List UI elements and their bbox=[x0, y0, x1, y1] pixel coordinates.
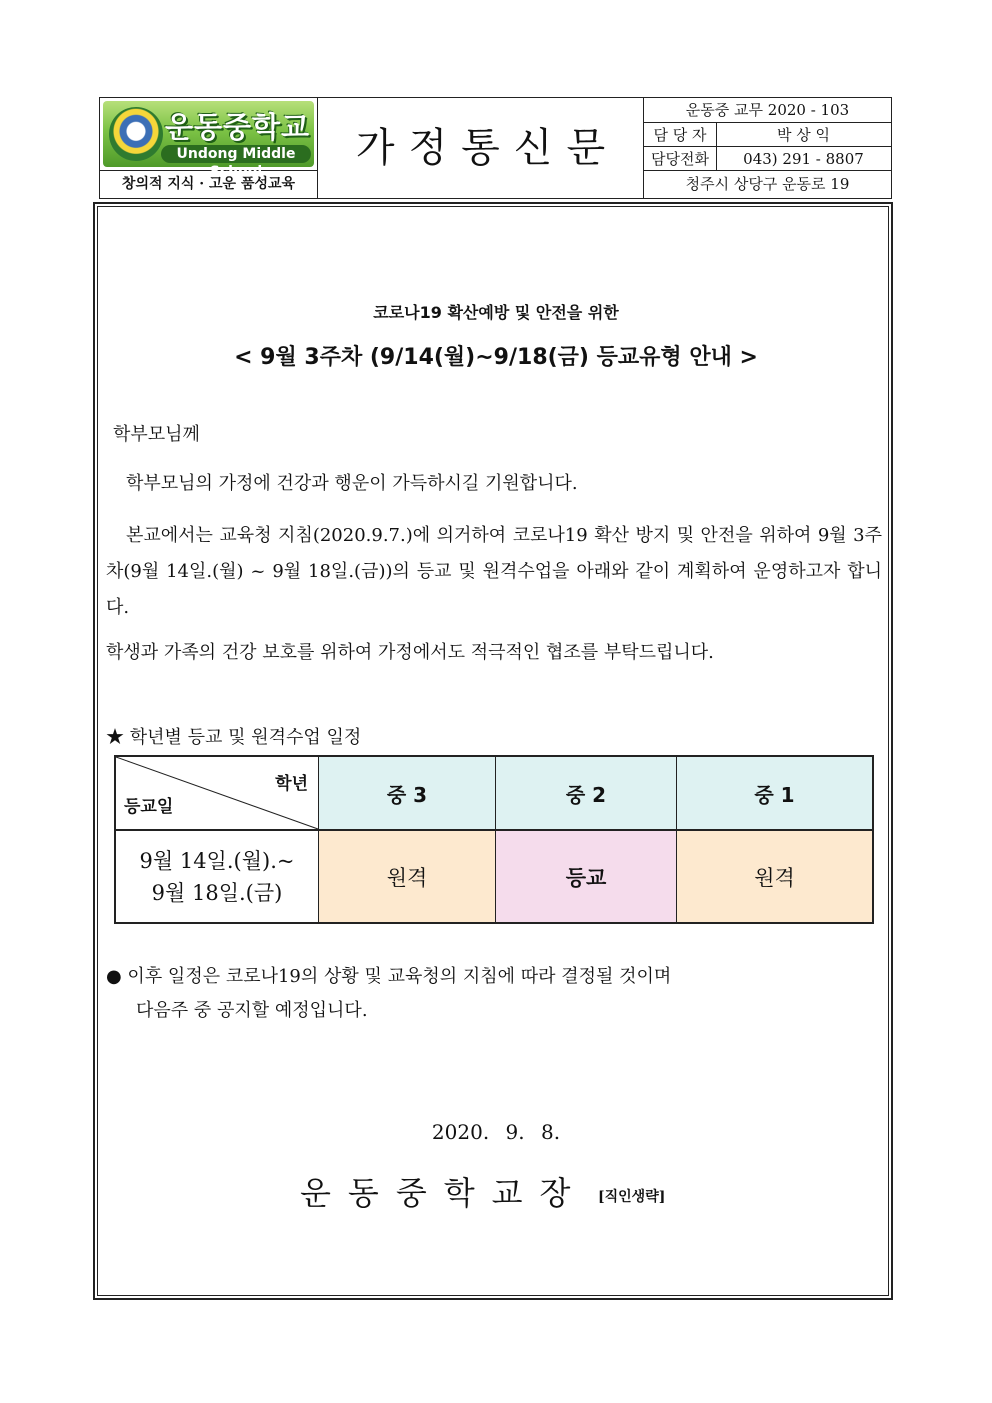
school-logo bbox=[103, 101, 314, 180]
mode-cell-grade-3: 원격 bbox=[318, 831, 495, 922]
corner-label-date: 등교일 bbox=[124, 797, 174, 817]
logo-cell bbox=[100, 98, 318, 180]
issue-date: 2020. 9. 8. bbox=[431, 1120, 561, 1144]
grade-header-2: 중 2 bbox=[495, 757, 676, 829]
follow-up-note bbox=[106, 960, 671, 1028]
paragraph-2: 본교에서는 교육청 지침(2020.9.7.)에 의거하여 코로나19 확산 방지 및 안전을 위하여 9월 3주차(9월 14일.(월) ~ 9월 18일.(금))의 등교 및 원격수업을 아래와 같이 계획하여 운영하고자 합니다. bbox=[106, 525, 882, 618]
corner-label-grade: 학년 bbox=[275, 774, 308, 794]
logo-school-name: 운동중학교 bbox=[165, 110, 311, 144]
principal-signature: 운동중학교장 bbox=[300, 1174, 588, 1212]
schedule-table bbox=[114, 755, 874, 924]
date-range-cell bbox=[116, 831, 318, 922]
notice-subtitle: 코로나19 확산예방 및 안전을 위한 bbox=[373, 303, 619, 322]
grade-header-1: 중 1 bbox=[676, 757, 872, 829]
school-motto: 창의적 지식 · 고운 품성교육 bbox=[100, 171, 318, 198]
seal-omitted-note: [직인생략] bbox=[598, 1189, 666, 1205]
phone-row bbox=[644, 147, 891, 171]
manager-label: 담 당 자 bbox=[644, 123, 717, 146]
paragraph-1: 학부모님의 가정에 건강과 행운이 가득하시길 기원합니다. bbox=[126, 473, 578, 494]
mode-cell-grade-1: 원격 bbox=[676, 831, 872, 922]
date-range-line-1: 9월 14일.(월).~ bbox=[139, 848, 295, 873]
table-corner-cell bbox=[116, 757, 318, 829]
phone-value: 043) 291 - 8807 bbox=[743, 150, 864, 168]
notice-title: < 9월 3주차 (9/14(월)~9/18(금) 등교유형 안내 > bbox=[234, 345, 758, 370]
phone-label: 담당전화 bbox=[644, 147, 717, 170]
document-title: 가정통신문 bbox=[318, 98, 644, 198]
grade-header-3: 중 3 bbox=[318, 757, 495, 829]
schedule-section-title: ★ 학년별 등교 및 원격수업 일정 bbox=[106, 727, 362, 748]
letter-header bbox=[99, 97, 892, 199]
greeting: 학부모님께 bbox=[113, 424, 200, 445]
manager-row bbox=[644, 123, 891, 147]
school-emblem-icon bbox=[109, 107, 163, 161]
paragraph-3: 학생과 가족의 건강 보호를 위하여 가정에서도 적극적인 협조를 부탁드립니다. bbox=[106, 642, 714, 663]
logo-english-name: Undong Middle School bbox=[161, 145, 311, 163]
note-line-1: ● 이후 일정은 코로나19의 상황 및 교육청의 지침에 따라 결정될 것이며 bbox=[106, 966, 672, 987]
note-line-2: 다음주 중 공지할 예정입니다. bbox=[136, 1000, 368, 1021]
date-range-line-2: 9월 18일.(금) bbox=[151, 880, 283, 905]
mode-cell-grade-2: 등교 bbox=[495, 831, 676, 922]
school-address: 청주시 상당구 운동로 19 bbox=[685, 175, 850, 193]
document-number: 운동중 교무 2020 - 103 bbox=[644, 98, 891, 123]
manager-value: 박 상 익 bbox=[776, 126, 830, 144]
